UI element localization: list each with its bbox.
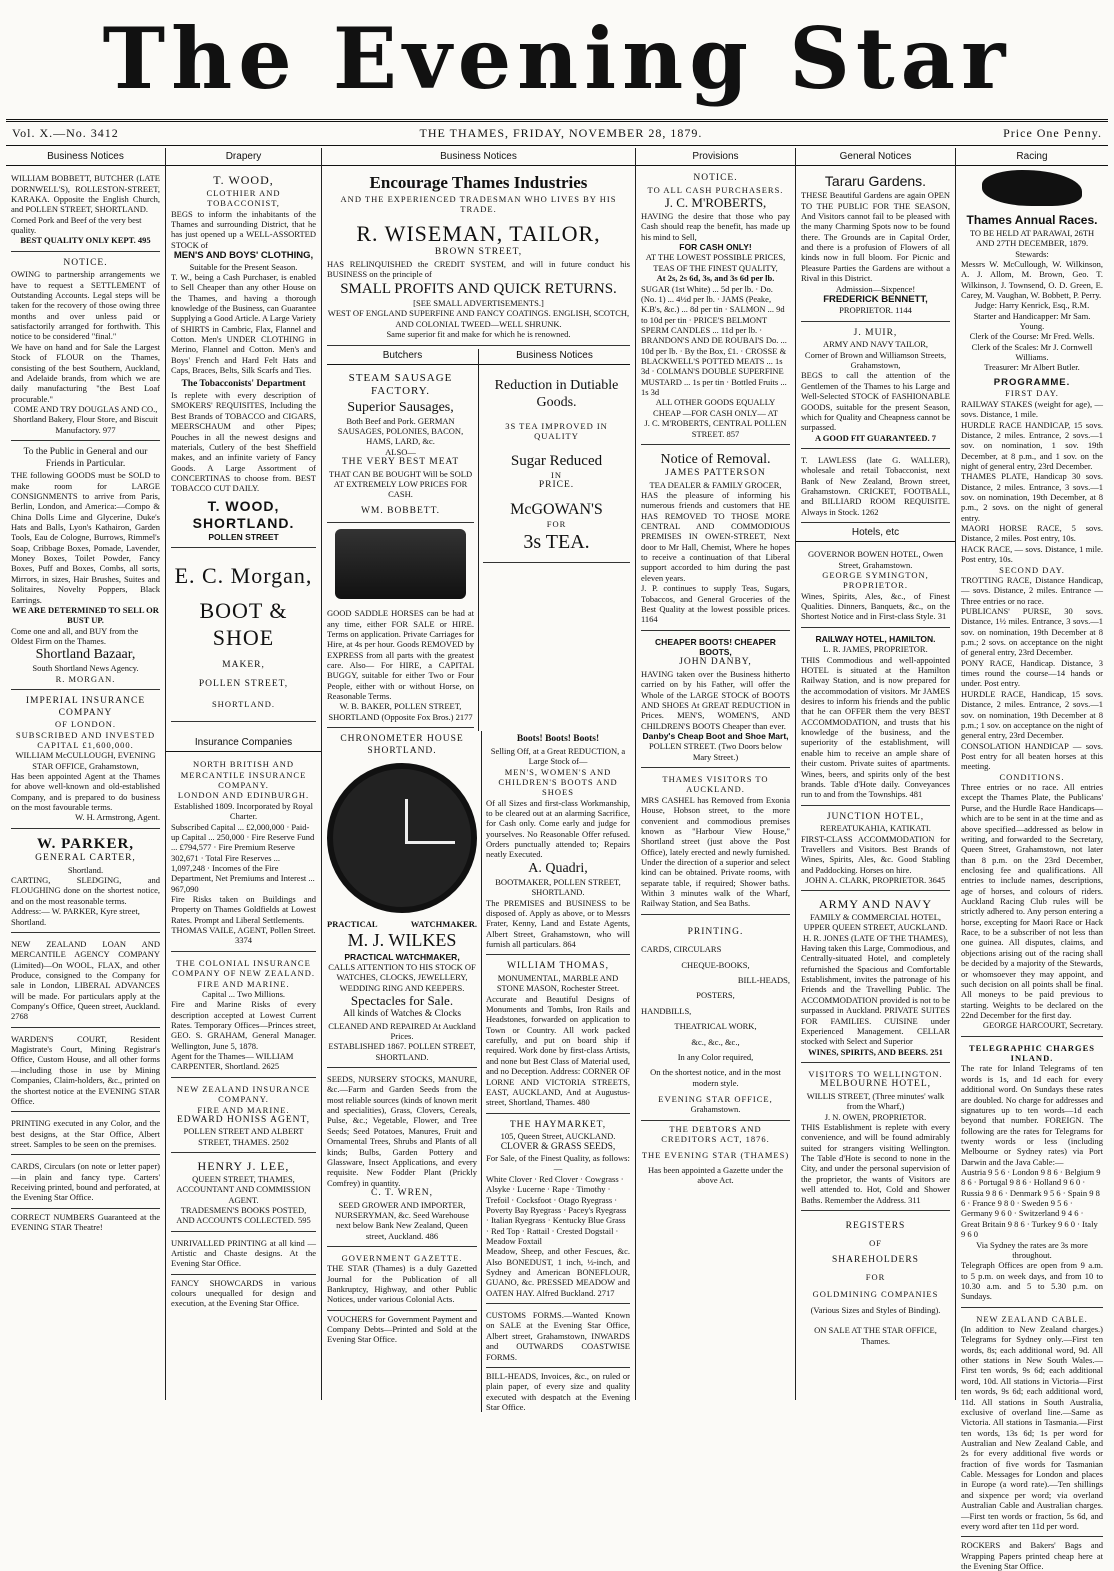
carriage-illustration — [335, 529, 466, 599]
ad-wood: T. WOOD, CLOTHIER AND TOBACCONIST, BEGS to inform the inhabitants of the Thames and surrounding District, that he has just opened up a WELL-ASSORTED STOCK of MEN'S AND BOYS' CLOTHING, Suitable for the Present Season. T. W., being a Cash Purchaser, is enabled to Sell Cheaper than any other House on the Thames, and having a thorough knowledge of the Business, can Guarantee Supplying a Good Article. A Large Variety of SHIRTS in Cambric, Flax, Flannel and Cotton. Men's UNDER CLOTHING in Merino, Flannel and Cotton. Men's and Boys' French and Hard Felt Hats and Caps, Braces, Belts, Silk Scarfs and Ties. The Tobacconists' Department Is replete with every description of SMOKERS' REQUISITES, Including the Best Brands of TOBACCO and CIGARS, MEERSCHAUM and other Pipes; Pouches in all the newest designs and materials, Cutlery of the best Sheffield makes, and an infinite variety of Fancy Goods. A Large Assortment of CONCERTINAS to choose from. BEST TOBACCO CUT DAILY. T. WOOD, SHORTLAND. POLLEN STREET — [171, 170, 316, 548]
section-header: Drapery — [166, 150, 321, 166]
ad-horses: GOOD SADDLE HORSES can be had at any time, either FOR SALE or HIRE. Terms on application. Private Carriages for Hire, at 4s per hour. Goods REMOVED by EXPRESS from all parts with the greatest care. Also— For HIRE, a CAPITAL BUGGY, suitable for either Two or Four People, either with or without Horse, on Reasonable Terms. W. B. BAKER, POLLEN STREET, SHORTLAND (Opposite Fox Bros.) 2177 — [327, 605, 474, 728]
volume-number: Vol. X.—No. 3412 — [12, 126, 119, 141]
section-header: Business Notices — [322, 150, 635, 166]
section-header: Business Notices — [479, 349, 630, 365]
ad-muir: J. MUIR, ARMY AND NAVY TAILOR, Corner of Brown and Williamson Streets, Grahamstown, BEGS to call the attention of the Gentlemen of the Thames to his Large and Well-Selected STOCK of FASHIONABLE GOODS, suitable for the present Season, which for Quality and Cheapness cannot be surpassed. A GOOD FIT GUARANTEED. 7 — [801, 325, 950, 449]
ad-rockers: ROCKERS and Bakers' Bags and Wrapping Papers printed cheap here at the Evening Star Office. — [961, 1540, 1103, 1571]
ad-races: Thames Annual Races. TO BE HELD AT PARAWAI, 26TH AND 27TH DECEMBER, 1879. Stewards: Messrs W. McCullough, W. Wilkinson, A. J. Allom, M. Brown, Geo. T. Wilkinson, J. Townsend, O. D. Green, E. Carey, M. Vaughan, W. Bobbett, P. Perry. Judge: Harry Kenrick, Esq., R.M. Starter and Handicapper: Mr Sam. Young. Clerk of the Course: Mr Fred. Wells. Clerk of the Scales: Mr J. Cornwell Williams. Treasurer: Mr Albert Butler. PROGRAMME. FIRST DAY. RAILWAY STAKES (weight for age), — sovs. Distance, 1 mile. HURDLE RACE HANDICAP, 15 sovs. Distance, 2 miles. Entrance, 2 sovs.—1 sov. on nomination, 1 sov. 19th December, at 8 p.m., and 1 sov. on the night of general entry, 23rd December. THAMES PLATE, Handicap 30 sovs. Distance, 2 miles. Entrance, 3 sovs.—1 sov. on nomination, 19th December, at 8 p.m., 2 sovs. on the night of general entry. MAORI HORSE RACE, 5 sovs. Distance, 2 miles. Post entry, 10s. HACK RACE, — sovs. Distance, 1 mile. Post entry, 10s. SECOND DAY. TROTTING RACE, Distance Handicap, — sovs. Distance, 2 miles. Entrance — Three entries or no race. PUBLICANS' PURSE, 30 sovs. Distance, 1½ miles. Entrance, 3 sovs.—1 sov. on nomination, 19th December at 8 p.m.; 2 sovs. on acceptance on the night of general entry, 23rd December. PONY RACE, Handicap. Distance, 3 times round the course—14 hands or under. Post entry. HURDLE RACE, Handicap, 15 sovs. Distance, 2 miles. Entrance, 2 sovs.—1 sov. on nomination, 19th December at 8 p.m.; 1 sov. on acceptance on the night of general entry, 23rd December. CONSOLATION HANDICAP — sovs. Post entry for all beaten horses at this meeting. CONDITIONS. Three entries or no race. All entries except the Thames Plate, the Publicans' Purse, and the Hurdle Race Handicaps—which are to be sent in at the time and as above specified—addressed as below in writing, and forwarded to the Secretary, Queen Street, Grahamstown, not later than 8 p.m. on the 23rd December, enclosing fee and qualifications. All entries to include names, descriptions, age of horses, and colours of riders. Auckland Racing Club rules will be strictly adhered to. Any person entering a horse, excepting for Maori Race or Hack Race, to be a subscriber of not less than one guinea. All disputes, claims, and objections arising out of the racing shall be decided by a majority of the Stewards, or whomsoever they may appoint, and such decision on all points shall be final. All moneys to be paid previous to starting. Weights to be declared on the 22nd December for the first day. GEORGE HARCOURT, Secretary. — [961, 210, 1103, 1037]
ad-nzloan: NEW ZEALAND LOAN AND MERCANTILE AGENCY COMPANY (Limited)—On WOOL, FLAX, and other Produce, consigned to the Company for sale in London, LIBERAL ADVANCES will be made. For particulars apply at the Company's Office, Queen street, Auckland. 2768 — [11, 936, 160, 1028]
dateline-bar — [6, 122, 1108, 146]
ad-tararu: Tararu Gardens. THESE Beautiful Gardens are again OPEN TO THE PUBLIC FOR THE SEASON, And Visitors cannot fail to be pleased with the many Charming Spots now to be found there. The Grounds are in Capital Order, and there is a profusion of Flowers of all kinds now in full bloom. For Picnic and Pleasure Parties the Gardens are without a Rival in this District. Admission—Sixpence! FREDERICK BENNETT, PROPRIETOR. 1144 — [801, 170, 950, 322]
clock-illustration — [327, 763, 477, 913]
column-business-1 — [6, 148, 166, 1400]
ad-nbm: NORTH BRITISH AND MERCANTILE INSURANCE COMPANY. LONDON AND EDINBURGH. Established 1809. Incorporated by Royal Charter. Subscribed Capital ... £2,000,000 · Paid-up Capital ... 250,000 · Fire Reserve Fund ... £794,577 · Fire Premium Reserve 302,671 · Total Fire Reserves ... 1,097,248 · Incomes of the Fire Department, Net Premiums and Interest ... 967,090 Fire Risks taken on Buildings and Property on Thames Goldfields at Lowest Rates. Prompt and Liberal Settlements. THOMAS VAILE, AGENT, Pollen Street. 3374 — [171, 756, 316, 951]
ad-patterson: Notice of Removal. JAMES PATTERSON TEA DEALER & FAMILY GROCER, HAS the pleasure of informing his numerous friends and customers that HE HAS REMOVED TO THOSE MORE CENTRAL AND COMMODIOUS PREMISES IN OWEN-STREET, Next door to Mr Hall, Chemist, Where he hopes to receive a continuation of that Liberal support accorded to him during the past eleven years. J. P. continues to supply Teas, Sugars, Tobaccos, and General Groceries of the Best Quality at the lowest possible prices. 1164 — [641, 448, 790, 631]
column-business-2 — [322, 148, 636, 1412]
split-columns-2 — [327, 731, 630, 1412]
ad-danby: CHEAPER BOOTS! CHEAPER BOOTS, JOHN DANBY, HAVING taken over the Business hitherto carried on by his Father, will offer the Whole of the LARGE STOCK of BOOTS AND SHOES At GREAT REDUCTION in Prices. MEN'S, WOMEN'S, AND CHILDREN'S BOOTS Cheaper than ever. Danby's Cheap Boot and Shoe Mart, POLLEN STREET. (Two Doors below Mary Street.) — [641, 634, 790, 769]
ad-gazette: GOVERNMENT GAZETTE. THE STAR (Thames) is a duly Gazetted Journal for the Publication of all Bankruptcy, Highway, and other Public Notices, under various Colonial Acts. — [327, 1250, 477, 1311]
practical-label: PRACTICAL — [327, 919, 378, 930]
ad-railway-hotel: RAILWAY HOTEL, HAMILTON. L. R. JAMES, PROPRIETOR. THIS Commodious and well-appointed HOTEL is situated at the Hamilton Railway Station, and is now prepared for the accommodation of visitors. Mr JAMES desires to inform his friends and the public that he can OFFER them the very BEST ACCOMMODATION, and trusts that his knowledge of the business, and the superiority of the establishment, will enable him to receive an ample share of their custom. Private suites of apartments. Wines, beers, and spirits only of the best brands. Table d'Hote daily. Conveyances run to and from the Townships. 481 — [801, 631, 950, 806]
ad-notice: NOTICE. OWING to partnership arrangements we have to request a SETTLEMENT of Outstanding Accounts. Legal steps will be taken for the recovery of those owing three months and over unless paid or satisfactorily arranged for forthwith. This notice to be considered "final." We have on hand and for Sale the Largest Stock of FLOUR on the Thames, consisting of the best Southern, Auckland, and Adelaide brands, from which we are daily manufacturing "the Best Loaf procurable." COME AND TRY DOUGLAS AND CO., Shortland Bakery, Flour Store, and Biscuit Manufactory. 977 — [11, 255, 160, 441]
ad-cable: NEW ZEALAND CABLE. (In addition to New Zealand charges.) Telegrams for Sydney only.—First ten words, 8s; each additional word, 9d. All other stations in New South Wales.—First ten words, 9s 6d; each additional word, 10d. All stations in Victoria—First ten words, 9s 6d; each additional word, 11d. All stations in South Australia, exclusive of overland line.—Same as Victoria. All stations in Tasmania.—First ten words, 13s 6d; 1s per word for Australian and New Zealand Cable, and 2s for every additional five words or fraction of five words for Tasmanian Cable. Messages for London and places in Europe (a word rate).—Ten shillings and sixpence per word; via overland Australian Cable and Australian charges.—First ten words or fraction, 5s 6d, and every word after ten 11d per word. — [961, 1311, 1103, 1538]
masthead — [6, 0, 1108, 122]
ad-wilkes: CHRONOMETER HOUSE SHORTLAND. PRACTICAL WATCHMAKER. M. J. WILKES PRACTICAL WATCHMAKER, CALLS ATTENTION TO HIS STOCK OF WATCHES, CLOCKS, JEWELLERY, WEDDING RING AND KEEPERS. Spectacles for Sale. All kinds of Watches & Clocks CLEANED AND REPAIRED At Auckland Prices. ESTABLISHED 1867. POLLEN STREET, SHORTLAND. — [327, 731, 477, 1068]
ad-warden: WARDEN'S COURT, Resident Magistrate's Court, Mining Registrar's Office, Custom House, and all other forms—including those in use by Mining Companies, Claim-holders, &c., printed on the shortest notice at the EVENING STAR Office. — [11, 1031, 160, 1113]
ad-nzins: NEW ZEALAND INSURANCE COMPANY. FIRE AND MARINE. EDWARD HONISS AGENT, POLLEN STREET AND ALBERT STREET, THAMES. 2502 — [171, 1081, 316, 1153]
ad-unrivalled: UNRIVALLED PRINTING at all kind —Artistic and Chaste designs. At the Evening Star Office. — [171, 1235, 316, 1275]
racing-horse-illustration — [982, 170, 1081, 206]
ad-sausage: STEAM SAUSAGE FACTORY. Superior Sausages, Both Beef and Pork. GERMAN SAUSAGES, POLONIES, BACON, HAMS, LARD, &c. ALSO— THE VERY BEST MEAT THAT CAN BE BOUGHT Will be SOLD AT EXTREMELY LOW PRICES FOR CASH. WM. BOBBETT. — [327, 369, 474, 524]
column-butchers — [327, 349, 479, 732]
column-general — [796, 148, 956, 1400]
section-header: Hotels, etc — [796, 526, 955, 542]
ad-billheads: BILL-HEADS, Invoices, &c., on ruled or plain paper, of every size and quality executed with despatch at the Evening Star Office. — [486, 1370, 630, 1412]
ad-public: To the Public in General and our Friends in Particular. THE following GOODS must be SOLD to make room for LARGE CONSIGNMENTS to arrive from Paris, Berlin, London, and America:—Compo & China Dolls Lime and Glycerine, Duke's Hats and Balls, Lyon's Kathairon, Garden Tools, Eau de Cologne, Burrows, Rimmel's Soap, Cribbage Boxes, Pomade, Lavender, Money Boxes, Toilet Powder, Fancy Boxes, Puff and Boxes, Combs, all sorts, Mirrors, in sizes, Hair Brushes, Suites and Solitaires, Novelty Poppers, Black Earrings. WE ARE DETERMINED TO SELL OR BUST UP. Come one and all, and BUY from the Oldest Firm on the Thames. Shortland Bazaar, South Shortland News Agency. R. MORGAN. — [11, 444, 160, 690]
ad-cashel: THAMES VISITORS TO AUCKLAND. MRS CASHEL has Removed from Exonia House, Hobson street, to the more convenient and commodious premises known as "Harbour View House," Shortland street (just above the Post Office), lately erected and newly furnished. Under the direction of a superior and select kind can be obtained. Private rooms, with separate table, if required; Shower baths. Within 3 minutes walk of the Wharf, Railway Station, and Sea Baths. — [641, 771, 790, 915]
ad-melbourne: VISITORS TO WELLINGTON. MELBOURNE HOTEL, WILLIS STREET, (Three minutes' walk from the Wharf,) J. N. OWEN, PROPRIETOR. THIS Establishment is replete with every convenience, and will be found admirably suited for strangers visiting Wellington. The Table d'Hote is second to none in the City, and under the personal supervision of the proprietor, the wants of Visitors are well attended to. Hot, Cold and Shower Baths. Remember the Address. 311 — [801, 1066, 950, 1211]
watchmaker-label: WATCHMAKER. — [410, 919, 477, 930]
ad-parker: W. PARKER, GENERAL CARTER, Shortland. CARTING, SLEDGING, and FLOUGHING done on the shortest notice, and on the most reasonable terms. Address:— W. PARKER, Kyre street, Shortland. — [11, 832, 160, 933]
section-header: Racing — [956, 150, 1108, 166]
ad-wiseman: Encourage Thames Industries AND THE EXPERIENCED TRADESMAN WHO LIVES BY HIS TRADE. R. WISEMAN, TAILOR, BROWN STREET, HAS RELINQUISHED the CREDIT SYSTEM, and will in future conduct his BUSINESS on the principle of SMALL PROFITS AND QUICK RETURNS. [SEE SMALL ADVERTISEMENTS.] WEST OF ENGLAND SUPERFINE AND FANCY COATINGS. ENGLISH, SCOTCH, AND COLONIAL TWEED—WELL SHRUNK. Same superior fit and make for which he is renowned. — [327, 170, 630, 345]
ad-junction: JUNCTION HOTEL, REREATUKAHIA, KATIKATI. FIRST-CLASS ACCOMMODATION for Travellers and Visitors. Best Brands of Wines, Spirits, Ales, &c. Good Stabling and Paddocking. Horses on hire. JOHN A. CLARK, PROPRIETOR. 3645 — [801, 809, 950, 892]
columns — [6, 148, 1108, 1571]
issue-price: Price One Penny. — [1003, 126, 1102, 141]
split-columns — [327, 349, 630, 732]
column-business-3 — [479, 349, 630, 732]
column-drapery — [166, 148, 322, 1400]
ad-colonial: THE COLONIAL INSURANCE COMPANY OF NEW ZEALAND. FIRE AND MARINE. Capital ... Two Millions. Fire and Marine Risks of every description accepted at Lowest Current Rates. Temporary Offices—Princes street, GEO. S. GRAHAM, General Manager. Wellington, June 5, 1878. Agent for the Thames— WILLIAM CARPENTER, Shortland. 2625 — [171, 955, 316, 1078]
ad-printing-office: PRINTING. CARDS, CIRCULARS CHEQUE-BOOKS, BILL-HEADS, POSTERS, HANDBILLS, THEATRICAL WORK, &c., &c., &c., In any Color required, On the shortest notice, and in the most modern style. EVENING STAR OFFICE, Grahamstown. — [641, 918, 790, 1121]
ad-imperial: IMPERIAL INSURANCE COMPANY OF LONDON. SUBSCRIBED AND INVESTED CAPITAL £1,600,000. WILLIAM McCULLOUGH, EVENING STAR OFFICE, Grahamstown, Has been appointed Agent at the Thames for above well-known and old-established Company, and is prepared to do business on the most favourable terms. W. H. Armstrong, Agent. — [11, 693, 160, 829]
ad-mroberts: NOTICE. TO ALL CASH PURCHASERS. J. C. M'ROBERTS, HAVING the desire that those who pay Cash should reap the benefit, has made up his mind to Sell, FOR CASH ONLY! AT THE LOWEST POSSIBLE PRICES, TEAS OF THE FINEST QUALITY, At 2s, 2s 6d, 3s, and 3s 6d per lb. SUGAR (1st White) ... 5d per lb. · Do. (No. 1) ... 4½d per lb. · JAMS (Peake, K.B's, &c.) ... 8d per tin · SALMON ... 9d to 10d per tin · PRICE'S BELMONT SPERM CANDLES ... 11d per lb. · BRANDON'S AND DE ROUBAI'S Do. ... 10d per lb. · By the Box, £1. · CROSSE & BLACKWELL'S POTTED MEATS ... 1s 3d · COLMAN'S DOUBLE SUPERFINE MUSTARD ... 1s per tin · Bottled Fruits ... 1s 3d ALL OTHER GOODS EQUALLY CHEAP —FOR CASH ONLY— AT J. C. M'ROBERTS, CENTRAL POLLEN STREET. 857 — [641, 170, 790, 445]
ad-customs: CUSTOMS FORMS.—Wanted Known on SALE at the Evening Star Office, Albert street, Grahamstown, INWARDS and OUTWARDS COASTWISE FORMS. — [486, 1307, 630, 1368]
ad-registers: REGISTERS OF SHAREHOLDERS FOR GOLDMINING COMPANIES (Various Sizes and Styles of Binding). ON SALE AT THE STAR OFFICE, Thames. — [810, 1220, 941, 1346]
ad-haymarket: THE HAYMARKET, 105, Queen Street, AUCKLAND. CLOVER & GRASS SEEDS, For Sale, of the Finest Quality, as follows:— White Clover · Red Clover · Cowgrass · Alsyke · Lucerne · Rape · Timothy · Trefoil · Cocksfoot · Otago Ryegrass · Poverty Bay Ryegrass · Pacey's Ryegrass · Italian Ryegrass · Kentucky Blue Grass · Red Top · Rattail · Crested Dogstail · Meadow Foxtail Meadow, Sheep, and other Fescues, &c. Also BONEDUST, 1 inch, ½-inch, and Sydney and American BONEFLOUR, GUANO, &c. PRESSED MEADOW and OATEN HAY. Alfred Buckland. 2717 — [486, 1117, 630, 1305]
ad-bobbett: WILLIAM BOBBETT, BUTCHER (LATE DORNWELL'S), ROLLESTON-STREET, KARAKA. Opposite the English Church, and POLLEN STREET, SHORTLAND. Corned Pork and Beef of the very best quality. BEST QUALITY ONLY KEPT. 495 — [11, 170, 160, 252]
ad-cards: CARDS, Circulars (on note or letter paper)—in plain and fancy type. Carters' Receiving printed, bound and perforated, at the Evening Star Office. — [11, 1158, 160, 1208]
section-header: Butchers — [327, 349, 478, 365]
section-header: Insurance Companies — [166, 736, 321, 752]
ad-seeds: SEEDS, NURSERY STOCKS, MANURE, &c.—Farm and Garden Seeds from the most reliable sources (kinds of known merit and specialities), Grass, Clovers, Cereals, Pulse, &c.; Vegetable, Flower, and Tree Seeds; Seed Potatoes, Manures, Fruit and Ornamental Trees, Shrubs and Plants of all kinds; Bulbs, Garden Pottery and Glassware, Insect Applications, and every requisite. New Fodder Plant (Prickly Comfrey) in quantity. C. T. WREN, SEED GROWER AND IMPORTER, NURSERYMAN, &c. Seed Warehouse next below Bank New Zealand, Queen street, Auckland. 486 — [327, 1071, 477, 1247]
ad-printing: PRINTING executed in any Color, and the best designs, at the Star Office, Albert street. Samples to be seen on the premises. — [11, 1115, 160, 1155]
ad-fancy: FANCY SHOWCARDS in various colours unequalled for design and execution, at the Evening Star Office. — [171, 1277, 316, 1309]
ad-vouchers: VOUCHERS for Government Payment and Company Debts—Printed and Sold at the Evening Star Office. — [327, 1313, 477, 1345]
ad-bowen: GOVERNOR BOWEN HOTEL, Owen Street, Grahamstown. GEORGE SYMINGTON, PROPRIETOR. Wines, Spirits, Ales, &c., of Finest Qualities. Dinners, Banquets, &c., on the Shortest Notice and in First-class Style. 31 — [801, 546, 950, 628]
column-business-4 — [482, 731, 630, 1412]
ad-boots: Boots! Boots! Boots! Selling Off, at a Great REDUCTION, a Large Stock of— MEN'S, WOMEN'S AND CHILDREN'S BOOTS AND SHOES Of all Sizes and first-class Workmanship, to be cleared out at an alarming Sacrifice, for Cash only. Come early and judge for yourselves. No Reasonable Offer refused. Orders punctually attended to; Repairs neatly Executed. A. Quadri, BOOTMAKER, POLLEN STREET, SHORTLAND. The PREMISES and BUSINESS to be disposed of. Apply as above, or to Messrs Frater, Kenny, Land and Estate Agents, Albert Street, Grahamstown, who will furnish all particulars. 864 — [486, 731, 630, 955]
ad-mcgowan: Reduction in Dutiable Goods. 3S TEA IMPROVED IN QUALITY Sugar Reduced IN PRICE. McGOWAN'S FOR 3s TEA. — [483, 369, 630, 563]
ad-thomas: WILLIAM THOMAS, MONUMENTAL, MARBLE AND STONE MASON, Rochester Street. Accurate and Beautiful Designs of Monuments and Tombs, Iron Rails and Headstones, forwarded on application to Town or Country. All work packed carefully, and put on board ship if required. Work done by first-class Artists, and none but Best Class of Material used, and no Deception. Address: CORNER OF LORNE AND VICTORIA STREETS, EAST, AUCKLAND, And at Augustus-street, Shortland, Thames. 480 — [486, 958, 630, 1113]
column-watchmaker — [327, 731, 482, 1412]
section-header: Provisions — [636, 150, 795, 166]
ad-correct: CORRECT NUMBERS Guaranteed at the EVENING STAR Theatre! — [11, 1211, 160, 1233]
section-header: General Notices — [796, 150, 955, 166]
newspaper-title: The Evening Star — [102, 9, 1012, 108]
ad-telegraph: TELEGRAPHIC CHARGES INLAND. The rate for Inland Telegrams of ten words is 1s, and 1d each for every additional word. On Sundays these rates are doubled. No charge for addresses and signatures up to ten words—1d each beyond that number. FOREIGN. The following are the rates for Telegrams for twenty words or less (including Melbourne or Sydney rates) via Port Darwin and the Java Cable:— Austria 9 5 6 · London 9 8 6 · Belgium 9 8 6 · Portugal 9 8 6 · Holland 9 6 0 · Russia 9 8 6 · Denmark 9 5 6 · Spain 9 8 6 · France 9 8 0 · Sweden 9 5 6 · Germany 9 6 0 · Switzerland 9 4 6 · Great Britain 9 8 6 · Turkey 9 6 0 · Italy 9 6 0 Via Sydney the rates are 3s more throughout. Telegraph Offices are open from 9 a.m. to 5 p.m. on week days, and from 10 to 10.30 a.m. and 5 to 5.30 p.m. on Sundays. — [961, 1040, 1103, 1308]
section-header: Business Notices — [6, 150, 165, 166]
ad-lawless: T. LAWLESS (late G. WALLER), wholesale and retail Tobacconist, next Bank of New Zealand, Brown street, Grahamstown. CRICKET, FOOTBALL, and BILLIARD ROOM REQUISITE. Always in Stock. 1262 — [801, 452, 950, 523]
column-racing — [956, 148, 1108, 1571]
ad-debtors: THE DEBTORS AND CREDITORS ACT, 1876. THE EVENING STAR (THAMES) Has been appointed a Gazette under the above Act. — [641, 1123, 790, 1186]
issue-date: THE THAMES, FRIDAY, NOVEMBER 28, 1879. — [419, 126, 703, 141]
ad-ecmorgan: E. C. Morgan, BOOT & SHOE MAKER, POLLEN STREET, SHORTLAND. — [171, 551, 316, 722]
column-provisions — [636, 148, 796, 1400]
ad-army-navy: ARMY AND NAVY FAMILY & COMMERCIAL HOTEL, UPPER QUEEN STREET, AUCKLAND. H. R. JONES (LATE OF THE THAMES), Having taken this Large, Commodious, and Centrally-situated Hotel, and completely refurnished the Spacious and Comfortable Establishment, invites the patronage of his Friends and the Travelling Public. The ACCOMMODATION provided is not to be surpassed in Auckland. PRIVATE SUITES FOR FAMILIES. CUISINE under Experienced Management. CELLAR stocked with Select and Superior WINES, SPIRITS, AND BEERS. 251 — [801, 894, 950, 1063]
ad-lee: HENRY J. LEE, QUEEN STREET, THAMES, ACCOUNTANT AND COMMISSION AGENT. TRADESMEN'S BOOKS POSTED, AND ACCOUNTS COLLECTED. 595 — [171, 1156, 316, 1231]
